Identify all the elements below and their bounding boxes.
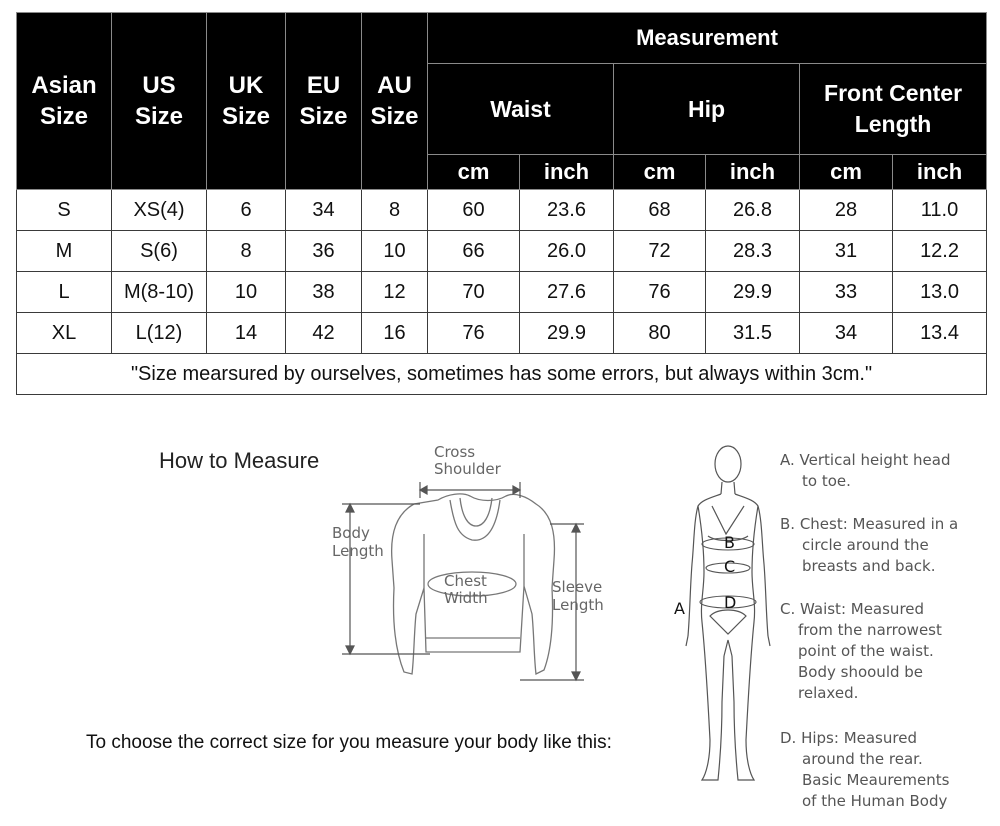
table-cell: 76	[614, 272, 706, 313]
table-cell: 14	[207, 313, 286, 354]
table-cell: S	[17, 190, 112, 231]
table-cell: 34	[800, 313, 893, 354]
table-cell: 31.5	[706, 313, 800, 354]
unit-header: inch	[520, 155, 614, 190]
table-cell: 80	[614, 313, 706, 354]
table-cell: 42	[286, 313, 362, 354]
table-row	[17, 231, 987, 272]
header-au-size: AU Size	[362, 13, 428, 190]
table-cell: XS(4)	[112, 190, 207, 231]
table-note: "Size mearsured by ourselves, sometimes has some errors, but always within 3cm."	[17, 354, 987, 395]
unit-header: cm	[428, 155, 520, 190]
unit-header: cm	[800, 155, 893, 190]
legend-c: C. Waist: Measured from the narrowest point of the waist. Body shoould be relaxed.	[780, 600, 942, 702]
marker-d-label: D	[724, 593, 737, 612]
unit-header: inch	[893, 155, 987, 190]
table-row	[17, 272, 987, 313]
table-cell: 13.0	[893, 272, 987, 313]
table-cell: 70	[428, 272, 520, 313]
table-cell: 13.4	[893, 313, 987, 354]
chest-width-label: Chest	[444, 572, 487, 590]
table-cell: 26.0	[520, 231, 614, 272]
table-row	[17, 190, 987, 231]
sleeve-length-label: Sleeve	[552, 578, 603, 596]
header-eu-size: EU Size	[286, 13, 362, 190]
table-cell: 26.8	[706, 190, 800, 231]
svg-text:Width: Width	[444, 589, 488, 607]
header-uk-size: UK Size	[207, 13, 286, 190]
table-cell: 12.2	[893, 231, 987, 272]
svg-text:Length: Length	[332, 542, 384, 560]
how-to-measure-title: How to Measure	[159, 448, 320, 473]
sweater-diagram	[320, 438, 620, 690]
table-cell: M	[17, 231, 112, 272]
sweater-collar-shape	[460, 498, 492, 526]
unit-header: cm	[614, 155, 706, 190]
measure-instruction: To choose the correct size for you measure your body like this:	[86, 732, 612, 753]
unit-header: inch	[706, 155, 800, 190]
legend-d: D. Hips: Measured around the rear. Basic Meaurements of the Human Body	[780, 729, 950, 810]
cross-shoulder-label: Cross	[434, 443, 476, 461]
table-cell: 6	[207, 190, 286, 231]
table-cell: 68	[614, 190, 706, 231]
table-cell: M(8-10)	[112, 272, 207, 313]
table-cell: 10	[362, 231, 428, 272]
table-cell: 27.6	[520, 272, 614, 313]
table-cell: 60	[428, 190, 520, 231]
header-asian-size: Asian Size	[17, 13, 112, 190]
marker-b-label: B	[724, 533, 735, 552]
table-body	[17, 190, 987, 395]
table-cell: 29.9	[520, 313, 614, 354]
table-cell: L	[17, 272, 112, 313]
marker-a-label: A	[674, 599, 685, 618]
body-length-label: Body	[332, 524, 370, 542]
table-cell: 29.9	[706, 272, 800, 313]
table-cell: 76	[428, 313, 520, 354]
legend-a: A. Vertical height head to toe.	[780, 451, 951, 490]
table-cell: 33	[800, 272, 893, 313]
svg-text:Length: Length	[552, 596, 604, 614]
marker-c-label: C	[724, 557, 736, 576]
body-figure-diagram	[666, 440, 780, 820]
table-cell: 28.3	[706, 231, 800, 272]
table-cell: 38	[286, 272, 362, 313]
table-cell: L(12)	[112, 313, 207, 354]
table-cell: 16	[362, 313, 428, 354]
table-cell: 23.6	[520, 190, 614, 231]
table-cell: 34	[286, 190, 362, 231]
table-cell: 36	[286, 231, 362, 272]
body-outline	[686, 446, 770, 780]
header-us-size: US Size	[112, 13, 207, 190]
header-measurement: Measurement	[428, 13, 987, 64]
table-cell: 11.0	[893, 190, 987, 231]
table-cell: 8	[362, 190, 428, 231]
table-cell: 12	[362, 272, 428, 313]
table-cell: XL	[17, 313, 112, 354]
table-cell: 28	[800, 190, 893, 231]
legend-b: B. Chest: Measured in a circle around the breasts and back.	[780, 515, 959, 575]
table-row	[17, 313, 987, 354]
table-cell: 72	[614, 231, 706, 272]
header-waist: Waist	[428, 64, 614, 155]
header-front-center-length: Front Center Length	[800, 64, 987, 155]
sweater-neckline-shape	[450, 500, 500, 540]
table-cell: S(6)	[112, 231, 207, 272]
svg-text:Shoulder: Shoulder	[434, 460, 501, 478]
table-cell: 31	[800, 231, 893, 272]
table-cell: 66	[428, 231, 520, 272]
table-cell: 10	[207, 272, 286, 313]
header-hip: Hip	[614, 64, 800, 155]
size-chart-table	[16, 12, 987, 395]
table-cell: 8	[207, 231, 286, 272]
